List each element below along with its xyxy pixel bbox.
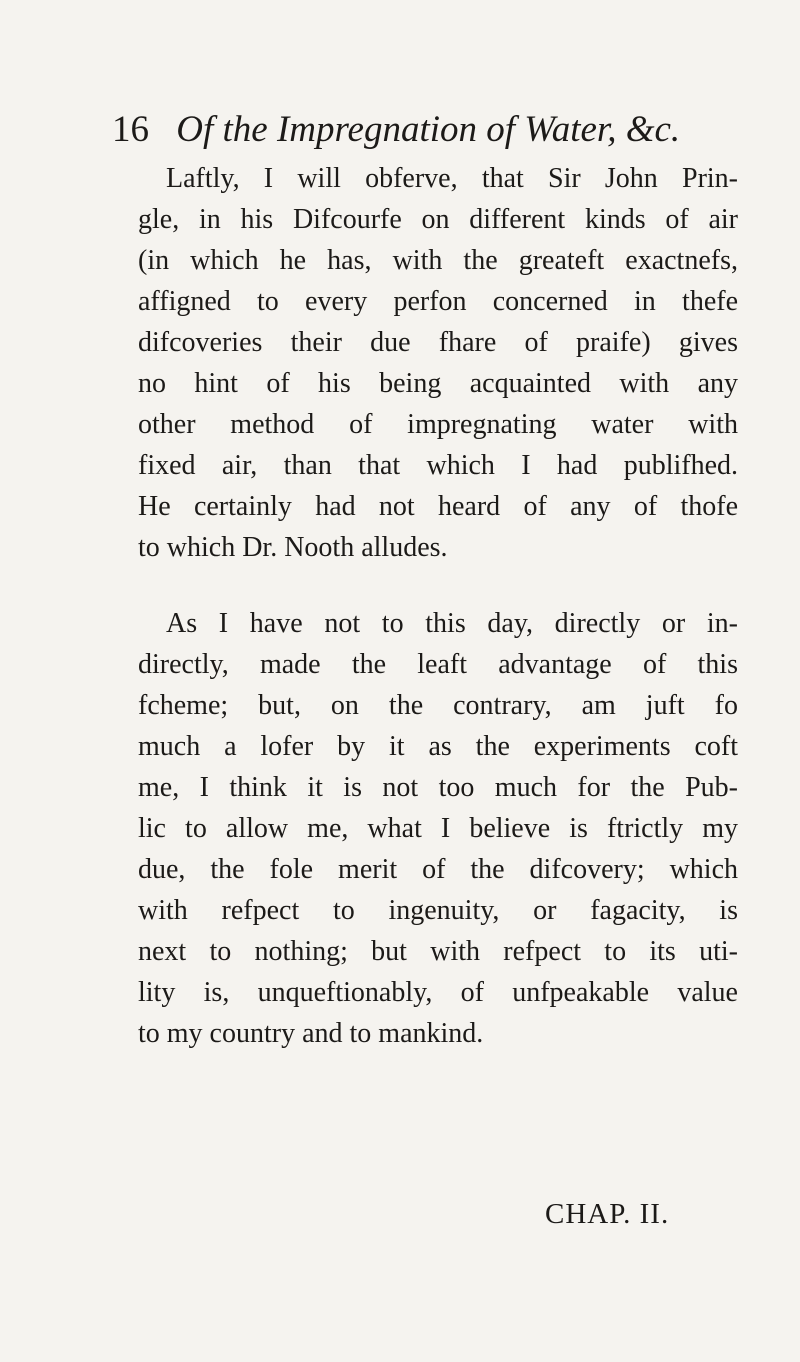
running-title: Of the Impregnation of Water, &c. [176,109,681,150]
text-line: much a lofer by it as the experiments coft [138,731,738,762]
paragraph-2 [138,603,738,1054]
text-line: me, I think it is not too much for the Pub- [138,772,738,803]
text-line: Laftly, I will obferve, that Sir John Prin- [166,163,738,194]
running-head [112,108,680,152]
text-line: fcheme; but, on the contrary, am juft fo [138,690,738,721]
text-line: affigned to every perfon concerned in thefe [138,286,738,317]
text-line: with refpect to ingenuity, or fagacity, is [138,895,738,926]
text-line: (in which he has, with the greateft exactnefs, [138,245,738,276]
text-line: As I have not to this day, directly or in- [166,608,738,639]
text-line: to which Dr. Nooth alludes. [138,532,448,563]
text-line: no hint of his being acquainted with any [138,368,738,399]
text-line: fixed air, than that which I had publifhed. [138,450,738,481]
text-line: lity is, unqueftionably, of unfpeakable value [138,977,738,1008]
text-line: next to nothing; but with refpect to its uti- [138,936,738,967]
text-line: He certainly had not heard of any of thofe [138,491,738,522]
text-line: lic to allow me, what I believe is ftrictly my [138,813,738,844]
text-line: directly, made the leaft advantage of this [138,649,738,680]
text-line: difcoveries their due fhare of praife) gives [138,327,738,358]
text-line: gle, in his Difcourfe on different kinds of air [138,204,738,235]
catchword: CHAP. II. [545,1198,670,1230]
page-number: 16 [112,109,149,150]
paragraph-1 [138,158,738,568]
text-line: due, the fole merit of the difcovery; which [138,854,738,885]
text-line: to my country and to mankind. [138,1018,484,1049]
text-line: other method of impregnating water with [138,409,738,440]
